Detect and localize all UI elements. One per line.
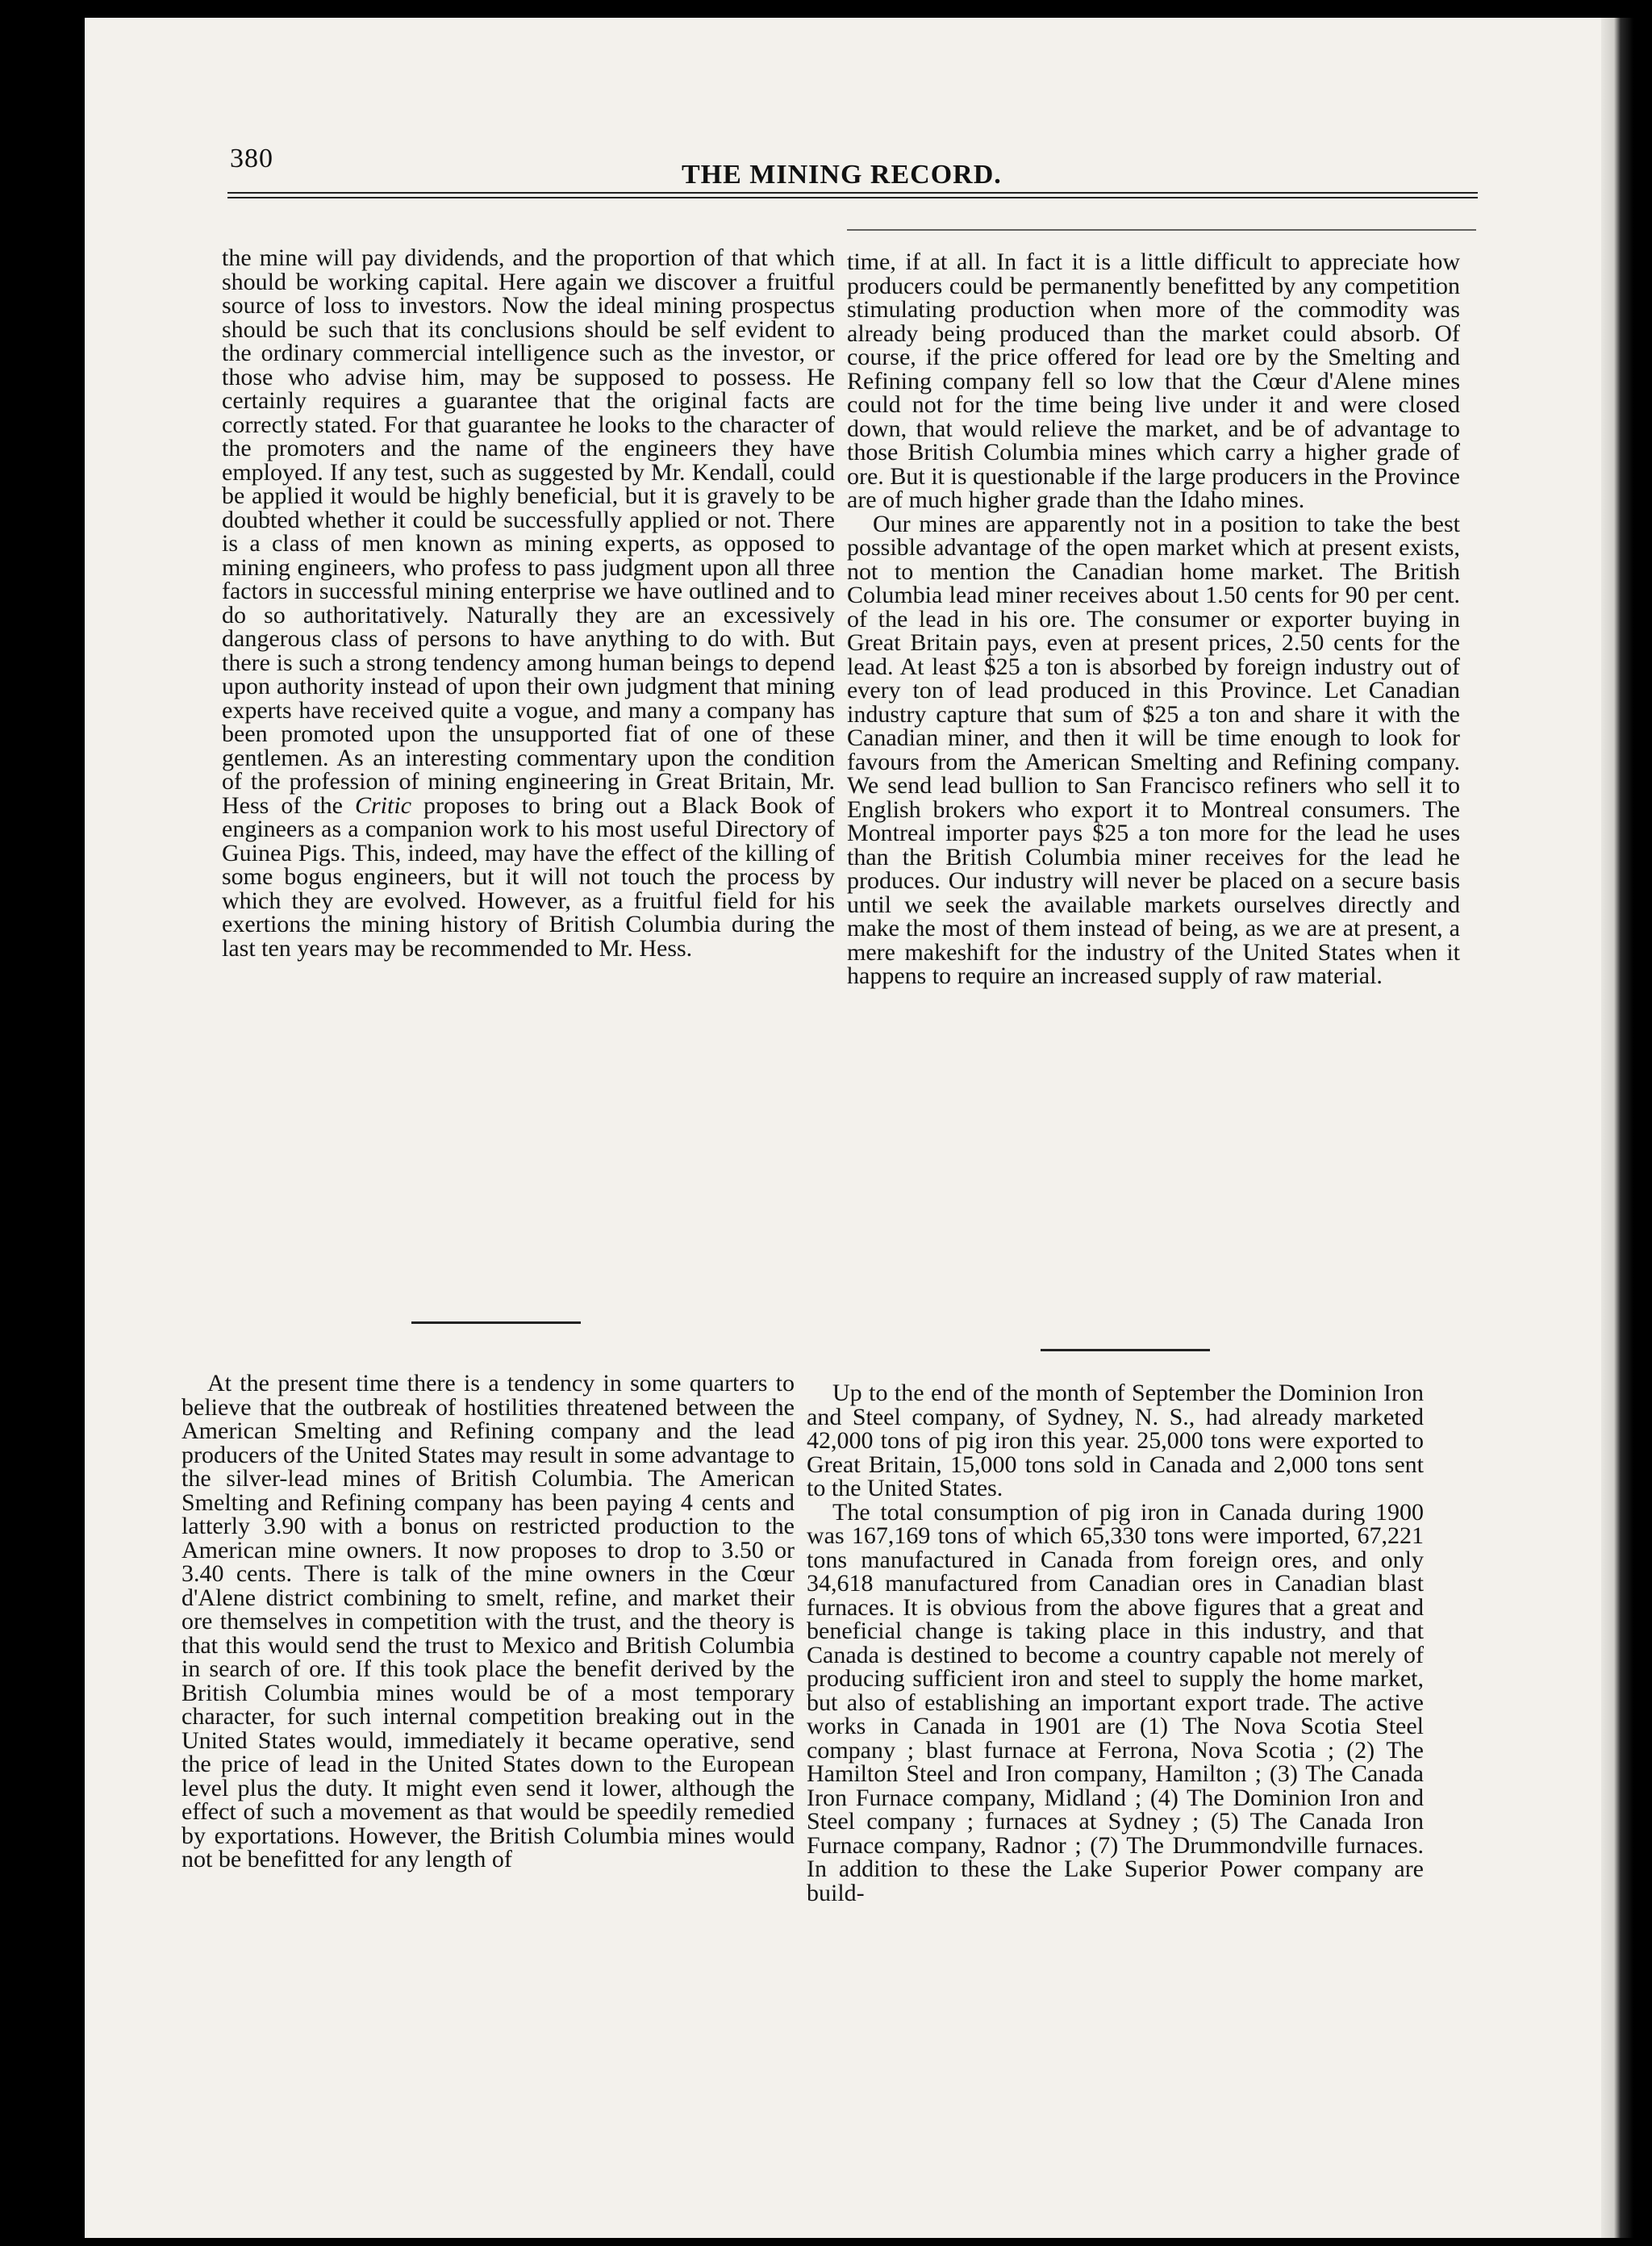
section-divider (411, 1321, 581, 1324)
paragraph: Our mines are apparently not in a position to take the best possible advantage of the open market which at present exists, not to mention the Canadian home market. The British Columbia lead miner receives about 1.50 cents for 90 per cent. of the lead in his ore. The consumer or exporter buying in Great Britain pays, even at present prices, 2.50 cents for the lead. At least $25 a ton is absorbed by foreign industry out of every ton of lead produced in this Province. Let Canadian industry capture that sum of $25 a ton and share it with the Canadian miner, and then it will be time enough to look for favours from the American Smelting and Refining company. We send lead bullion to San Francisco refiners who sell it to English brokers who export it to Montreal consumers. The Montreal importer pays $25 a ton more for the lead he uses than the British Columbia miner receives for the lead he produces. Our industry will never be placed on a secure basis until we seek the available markets ourselves directly and make the most of them instead of being, as we are at present, a mere makeshift for the industry of the United States when it happens to require an increased supply of raw material. (847, 510, 1460, 989)
page-number: 380 (230, 144, 273, 173)
header-rule-right (847, 229, 1476, 231)
right-column-top (847, 250, 1460, 988)
left-column-bottom (181, 1371, 795, 1872)
page-header (230, 144, 1480, 208)
section-divider (1041, 1349, 1210, 1351)
running-head: THE MINING RECORD. (682, 160, 1002, 190)
paragraph: Up to the end of the month of September the Dominion Iron and Steel company, of Sydney, N. S., had already marketed 42,000 tons of pig iron this year. 25,000 tons were exported to Great Britain, 15,000 tons sold in Canada and 2,000 tons sent to the United States. (807, 1380, 1424, 1501)
paragraph: time, if at all. In fact it is a little difficult to appreciate how producers could be permanently benefitted by any competition stimulating production when more of the commodity was already being produced than the market could absorb. Of course, if the price offered for lead ore by the Smelting and Refining company fell so low that the Cœur d'Alene mines could not for the time being live under it and were closed down, that would relieve the market, and be of advantage to those British Columbia mines which carry a higher grade of ore. But it is questionable if the large producers in the Province are of much higher grade than the Idaho mines. (847, 248, 1460, 513)
header-rule (227, 192, 1478, 194)
page-edge (1601, 18, 1633, 2238)
paragraph: the mine will pay dividends, and the proportion of that which should be working capital. Here again we discover a fruitful source of loss to investors. Now the ideal mining prospectus should be such that its conclusions should be self evident to the ordinary commercial intelligence such as the investor, or those who advise him, may be supposed to possess. He certainly requires a guarantee that the original facts are correctly stated. For that guarantee he looks to the character of the promoters and the name of the engineers they have employed. If any test, such as suggested by Mr. Kendall, could be applied it would be highly beneficial, but it is gravely to be doubted whether it could be successfully applied or not. There is a class of men known as mining experts, as opposed to mining engineers, who profess to pass judgment upon all three factors in successful mining enterprise we have outlined and to do so authoritatively. Naturally they are an excessively dangerous class of persons to have anything to do with. But there is such a strong tendency among human beings to depend upon authority instead of upon their own judgment that mining experts have received quite a vogue, and many a company has been promoted upon the unsupported fiat of one of these gentlemen. As an interesting commentary upon the condition of the profession of mining engineering in Great Britain, Mr. Hess of the Critic proposes to bring out a Black Book of engineers as a companion work to his most useful Directory of Guinea Pigs. This, indeed, may have the effect of the killing of some bogus engineers, but it will not touch the process by which they are evolved. However, as a fruitful field for his exertions the mining history of British Columbia during the last ten years may be recommended to Mr. Hess. (222, 244, 836, 962)
paragraph: The total consumption of pig iron in Canada during 1900 was 167,169 tons of which 65,330 tons were imported, 67,221 tons manufactured in Canada from foreign ores, and only 34,618 manufactured from Canadian ores in Canadian blast furnaces. It is obvious from the above figures that a great and beneficial change is taking place in this industry, and that Canada is destined to become a country capable not merely of producing sufficient iron and steel to supply the home market, but also of establishing an important export trade. The active works in Canada in 1901 are (1) The Nova Scotia Steel company ; blast furnace at Ferrona, Nova Scotia ; (2) The Hamilton Steel and Iron company, Hamilton ; (3) The Canada Iron Furnace company, Midland ; (4) The Dominion Iron and Steel company ; furnaces at Sydney ; (5) The Canada Iron Furnace company, Radnor ; (7) The Drummondville furnaces. In addition to these the Lake Superior Power company are build- (807, 1498, 1424, 1906)
right-column-bottom (807, 1381, 1424, 1905)
header-rule-double (227, 197, 1478, 198)
paragraph: At the present time there is a tendency in some quarters to believe that the outbreak of hostilities threatened between the American Smelting and Refining company and the lead producers of the United States may result in some advantage to the silver-lead mines of British Columbia. The American Smelting and Refining company has been paying 4 cents and latterly 3.90 with a bonus on restricted production to the American mine owners. It now proposes to drop to 3.50 or 3.40 cents. There is talk of the mine owners in the Cœur d'Alene district combining to smelt, refine, and market their ore themselves in competition with the trust, and the theory is that this would send the trust to Mexico and British Columbia in search of ore. If this took place the benefit derived by the British Columbia mines would be of a most temporary character, for such internal competition breaking out in the United States would, immediately it became operative, send the price of lead in the United States down to the European level plus the duty. It might even send it lower, although the effect of such a movement as that would be speedily remedied by exportations. However, the British Columbia mines would not be benefitted for any length of (181, 1370, 795, 1872)
left-column-top (222, 246, 835, 960)
